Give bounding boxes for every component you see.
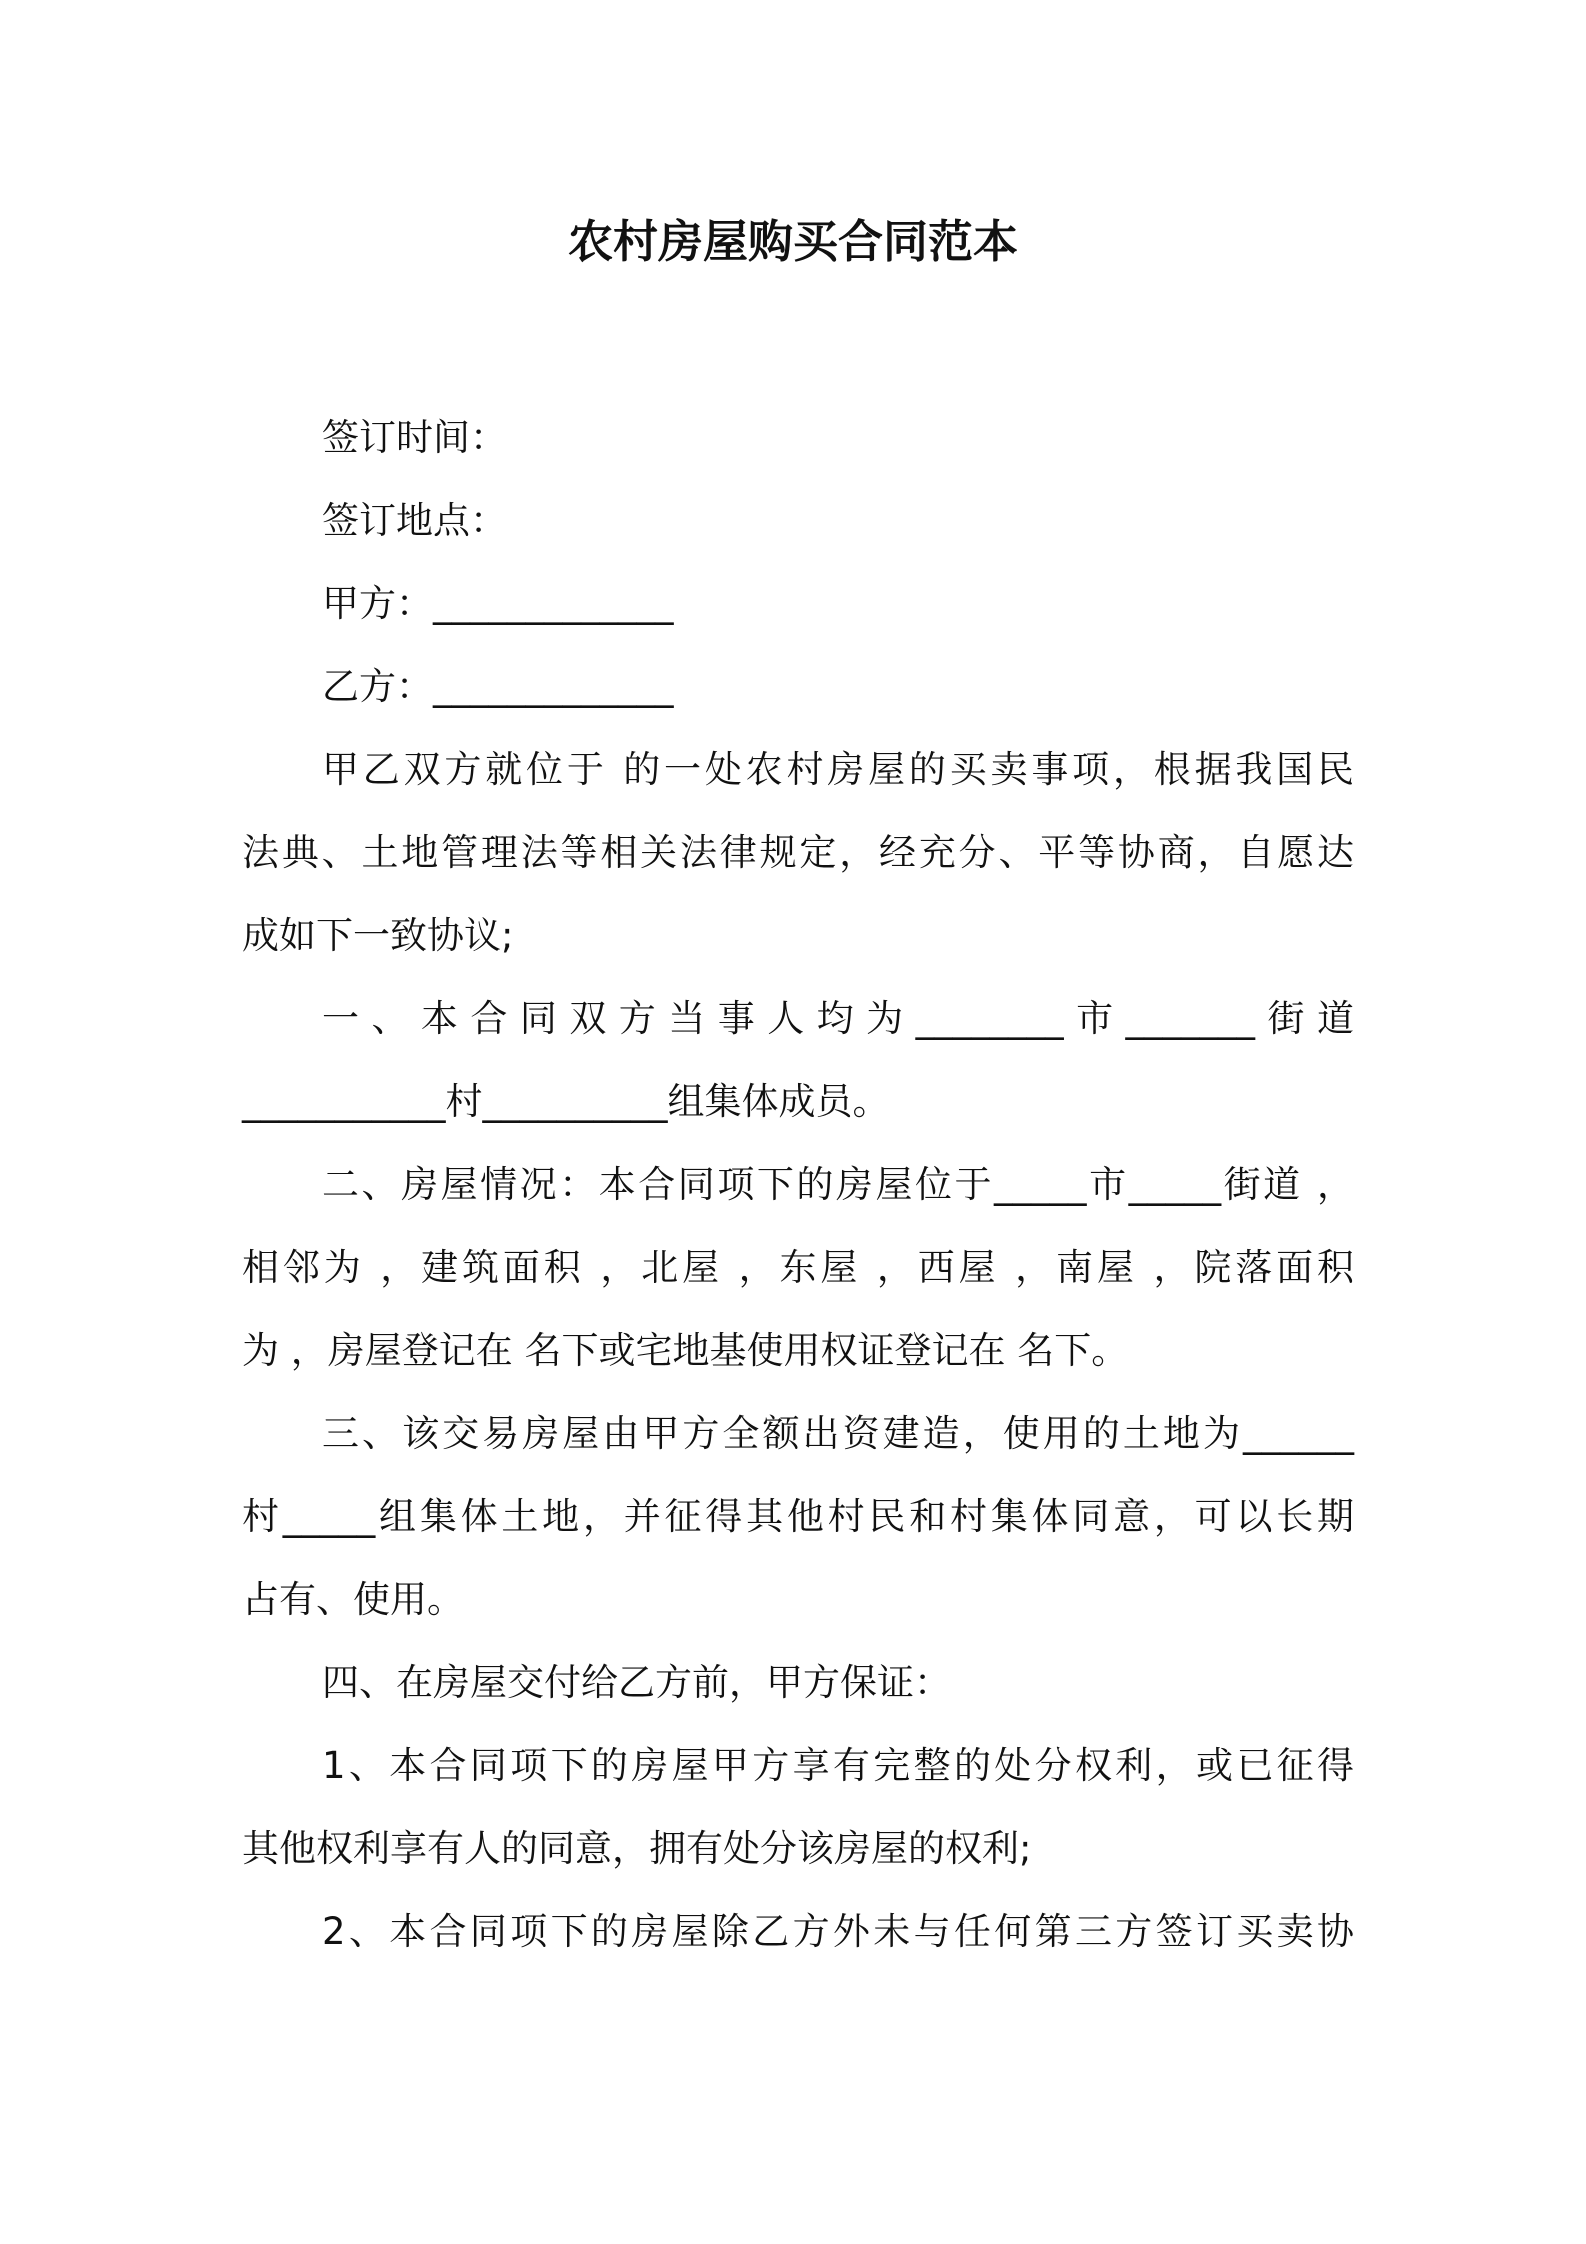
signing-time-line: 签订时间： (322, 416, 507, 459)
document-title: 农村房屋购买合同范本 (567, 215, 1018, 268)
clause-two-line: 为 ，房屋登记在 名下或宅地基使用权证登记在 名下。 (242, 1329, 1129, 1372)
clause-four-item-line: 1、本合同项下的房屋甲方享有完整的处分权利，或已征得 (322, 1744, 1354, 1787)
clause-one-line: ___________村__________组集体成员。 (242, 1080, 890, 1123)
clause-two-line: 相邻为 ，建筑面积 ，北屋 ，东屋 ，西屋 ，南屋 ，院落面积 (242, 1246, 1354, 1289)
preamble-line: 法典、土地管理法等相关法律规定，经充分、平等协商，自愿达 (242, 831, 1354, 874)
clause-three-line: 占有、使用。 (242, 1578, 464, 1621)
clause-three-line: 三、该交易房屋由甲方全额出资建造，使用的土地为______ (322, 1412, 1354, 1455)
clause-four-item-line: 2、本合同项下的房屋除乙方外未与任何第三方签订买卖协 (322, 1910, 1354, 1953)
signing-place-line: 签订地点： (322, 499, 507, 542)
clause-three-line: 村_____组集体土地，并征得其他村民和村集体同意，可以长期 (242, 1495, 1354, 1538)
clause-one-line: 一、本合同双方当事人均为________市_______街道 (322, 997, 1354, 1040)
preamble-line: 成如下一致协议; (242, 914, 514, 957)
preamble-line: 甲乙双方就位于 的一处农村房屋的买卖事项，根据我国民 (322, 748, 1354, 791)
clause-four-item-line: 其他权利享有人的同意，拥有处分该房屋的权利; (242, 1827, 1032, 1870)
document-body (242, 396, 1354, 1973)
clause-two-line: 二、房屋情况：本合同项下的房屋位于_____市_____街道 ， (322, 1163, 1354, 1206)
party-a-line: 甲方：_____________ (322, 582, 674, 625)
clause-four-heading: 四、在房屋交付给乙方前，甲方保证： (322, 1661, 951, 1704)
party-b-line: 乙方：_____________ (322, 665, 674, 708)
